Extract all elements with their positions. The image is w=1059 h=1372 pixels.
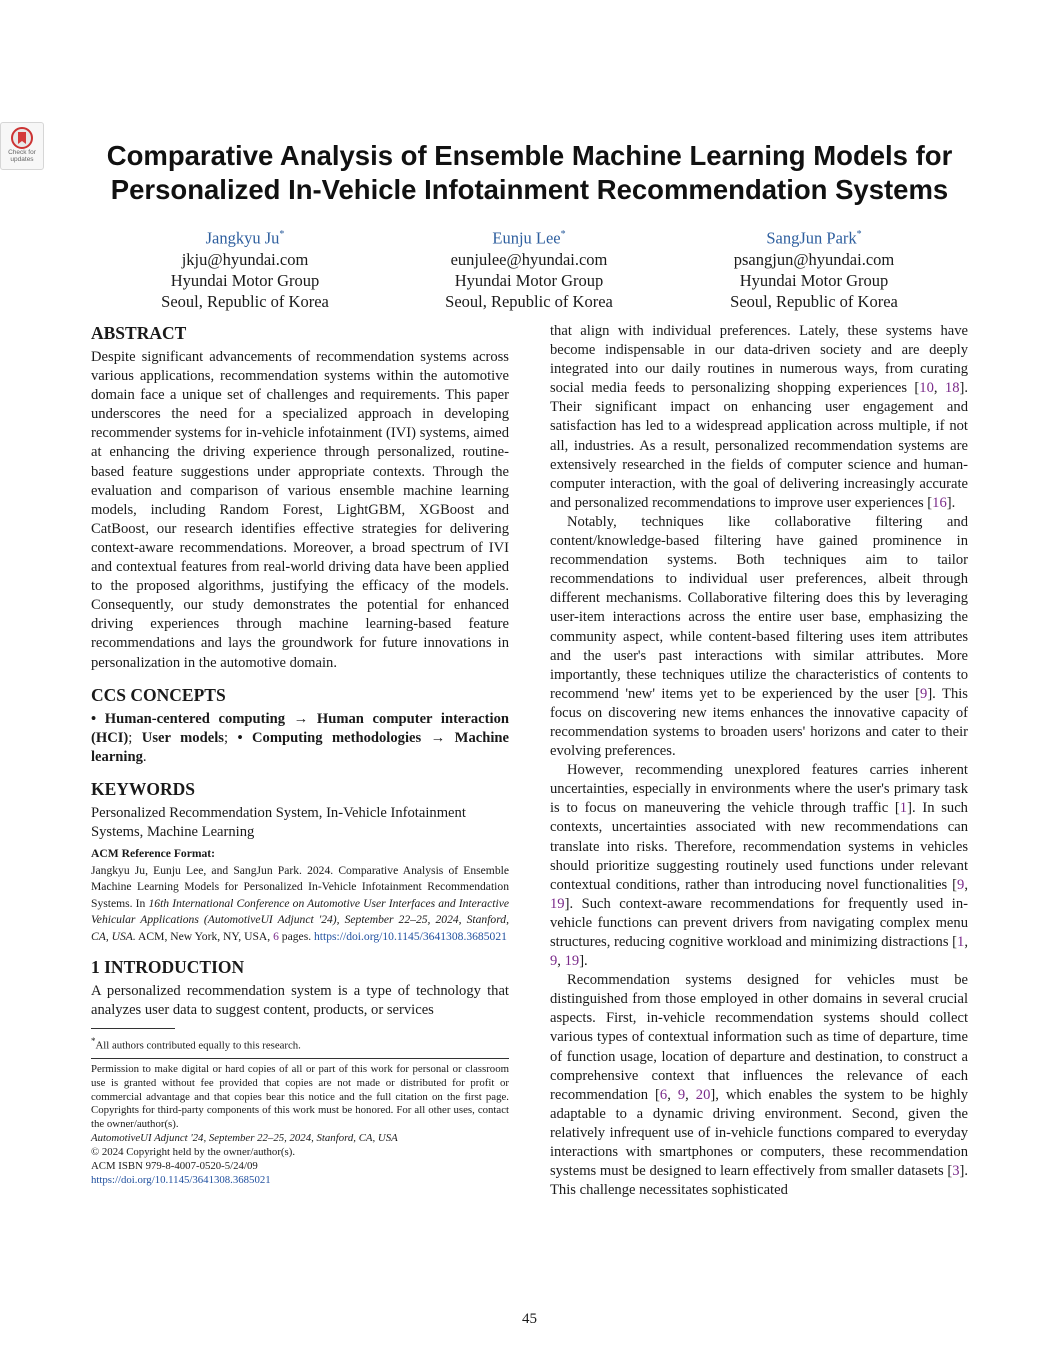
author-block-3 <box>664 224 964 312</box>
citation-link[interactable]: 19 <box>550 895 565 912</box>
right-column <box>550 322 968 1200</box>
author-email: jkju@hyundai.com <box>181 249 309 269</box>
citation-link[interactable]: 1 <box>899 800 908 817</box>
author-name[interactable]: Jangkyu Ju <box>205 228 280 248</box>
ccs-concepts: • Human-centered computing → Human computer interaction (HCI); User models; • Computing methodologies → Machine learning. <box>91 710 509 765</box>
copyright: © 2024 Copyright held by the owner/author(s). <box>91 1146 296 1159</box>
citation-link[interactable]: 3 <box>952 1163 960 1180</box>
author-block-2 <box>379 224 679 312</box>
pages-link[interactable]: 6 <box>273 929 279 943</box>
author-email: psangjun@hyundai.com <box>733 249 895 269</box>
title-line-1: Comparative Analysis of Ensemble Machine Learning Models for <box>106 140 953 171</box>
acm-ref-doi-link[interactable]: https://doi.org/10.1145/3641308.3685021 <box>314 929 507 943</box>
intro-paragraph-cont: that align with individual preferences. Lately, these systems have become indispensable in our data-driven society and are deeply integrated into our daily routines in numerous ways, from curating social media feeds to personalizing shopping experiences [10, 18]. Their significant impact on enhancing user engagement and satisfaction has led to a widespread application across multiple, if not all, industries. As a result, personalized recommendation systems are extensively researched in the fields of computer science and human-computer interaction, with the goal of delivering increasingly accurate and personalized recommendations to improve user experiences [16]. <box>550 323 968 511</box>
author-name[interactable]: Eunju Lee <box>492 228 561 248</box>
check-for-updates-icon <box>11 127 33 149</box>
citation-link[interactable]: 16 <box>932 494 947 511</box>
keywords-text: Personalized Recommendation System, In-Vehicle Infotainment Systems, Machine Learning <box>91 804 466 840</box>
permission-venue: AutomotiveUI Adjunct '24, September 22–25, 2024, Stanford, CA, USA <box>91 1132 398 1145</box>
intro-paragraph: A personalized recommendation system is a type of technology that analyzes user data to suggest content, products, or services <box>91 983 509 1019</box>
citation-link[interactable]: 9 <box>550 953 558 970</box>
footnote-rule <box>91 1028 175 1029</box>
citation-link[interactable]: 1 <box>957 934 965 950</box>
paper-title <box>40 139 1019 207</box>
author-org: Hyundai Motor Group <box>454 270 604 290</box>
author-location: Seoul, Republic of Korea <box>161 291 329 311</box>
isbn: ACM ISBN 979-8-4007-0520-5/24/09 <box>91 1160 258 1173</box>
acm-ref-heading: ACM Reference Format: <box>91 847 216 861</box>
citation-link[interactable]: 18 <box>944 380 960 397</box>
intro-paragraph-2: Notably, techniques like collaborative filtering and content/knowledge-based filtering have gained prominence in recommendation systems. Both techniques aim to tailor recommendations to individual user preferences, albeit through different mechanisms. Collaborative filtering does this by leveraging user-item interactions across the entire user base, emphasizing the community aspect, while content-based filtering uses item attributes and the user's past interactions with similar attributes. More importantly, these techniques utilize the characteristics of contents to recommend 'new' items yet to be experienced by the user [9]. This focus on discovering new items enhances the innovative capacity of recommendation systems to broaden users' horizons and cater to their evolving preferences. <box>550 513 968 760</box>
author-location: Seoul, Republic of Korea <box>445 291 613 311</box>
permission-doi-link[interactable]: https://doi.org/10.1145/3641308.3685021 <box>91 1174 271 1186</box>
ccs-heading: CCS CONCEPTS <box>91 684 226 705</box>
citation-link[interactable]: 9 <box>957 876 965 893</box>
author-location: Seoul, Republic of Korea <box>730 291 898 311</box>
abstract-text: Despite significant advancements of recommendation systems across various applications, recommendation systems within the automotive domain face a unique set of challenges and requirements. This paper underscores the need for a specialized approach in developing recommender systems for in-vehicle infotainment (IVI) systems, aimed at enhancing the driving experience through personalized, routine-based feature suggestions under appropriate contexts. Through the evaluation and comparison of various ensemble machine learning models, including Random Forest, LightGBM, XGBoost and CatBoost, our research identifies effective strategies for delivering context-aware recommendations. Moreover, a broad spectrum of IVI and contextual features from real-world driving data have been applied to the proposed algorithms, justifying the efficacy of the models. Consequently, our study demonstrates the potential for enhanced driving experiences through machine learning-based feature recommendations and lays the groundwork for future innovations in personalization in the automotive domain. <box>91 349 509 671</box>
intro-heading: 1 INTRODUCTION <box>91 957 245 978</box>
author-name[interactable]: SangJun Park <box>766 228 857 248</box>
intro-paragraph-3: However, recommending unexplored features carries inherent uncertainties, especially in environments where the user's primary task is to focus on maneuvering the vehicle through traffic [1]. In such contexts, uncertainties associated with new recommendations can translate into risks. Therefore, recommendation systems in vehicles should prioritize suggesting routinely used functions under relevant contextual conditions, rather than introducing novel functionalities [9, 19]. Such context-aware recommendations for frequently used in-vehicle functions can prevent drivers from navigating complex menu structures, reducing cognitive workload and minimizing distractions [1, 9, 19]. <box>550 762 968 970</box>
author-email: eunjulee@hyundai.com <box>450 249 608 269</box>
author-org: Hyundai Motor Group <box>739 270 889 290</box>
keywords-heading: KEYWORDS <box>91 778 196 799</box>
permission-notice: Permission to make digital or hard copies of all or part of this work for personal or classroom use is granted without fee provided that copies are not made or distributed for profit or commercial advantage and that copies bear this notice and the full citation on the first page. Copyrights for third-party components of this work must be honored. For all other uses, contact the owner/author(s). <box>91 1062 509 1131</box>
left-column <box>91 322 509 1188</box>
acm-ref-text: Jangkyu Ju, Eunju Lee, and SangJun Park. 2024. Comparative Analysis of Ensemble Machine Learning Models for Personalized In-Vehicle Infotainment Recommendation Systems. In 16th International Conference on Automotive User Interfaces and Interactive Vehicular Applications (AutomotiveUI Adjunct '24), September 22–25, 2024, Stanford, CA, USA. ACM, New York, NY, USA, 6 pages. https://doi.org/10.1145/3641308.3685021 <box>91 863 509 943</box>
title-line-2: Personalized In-Vehicle Infotainment Recommendation Systems <box>110 174 949 205</box>
citation-link[interactable]: 19 <box>564 953 580 970</box>
citation-link[interactable]: 20 <box>695 1086 711 1103</box>
author-mark: * <box>856 229 862 240</box>
badge-line-1: Check for <box>8 149 36 156</box>
citation-link[interactable]: 10 <box>919 380 934 397</box>
footnote: *All authors contributed equally to this research. <box>91 1036 301 1052</box>
author-block-1 <box>95 224 395 312</box>
author-mark: * <box>560 229 566 240</box>
intro-paragraph-4: Recommendation systems designed for vehicles must be distinguished from those employed in other domains in several crucial aspects. First, in-vehicle recommendation systems should collect various types of contextual information such as time of departure, time of function usage, location of departure and destination, to construct a comprehensive context that influences the relevance of each recommendation [6, 9, 20], which enables the system to be highly adaptable to a dynamic driving environment. Second, given the relatively infrequent use of in-vehicle functions compared to everyday interactions with smartphones or computers, these recommendation systems must be designed to learn effectively from smaller datasets [3]. This challenge necessitates sophisticated <box>550 972 969 1199</box>
abstract-heading: ABSTRACT <box>91 323 187 343</box>
author-mark: * <box>279 229 285 240</box>
citation-link[interactable]: 9 <box>677 1086 686 1103</box>
citation-link[interactable]: 9 <box>920 685 928 702</box>
author-org: Hyundai Motor Group <box>170 270 320 290</box>
page-number: 45 <box>522 1311 537 1327</box>
citation-link[interactable]: 6 <box>659 1086 668 1103</box>
badge-line-2: updates <box>10 156 34 163</box>
permission-rule <box>91 1058 509 1059</box>
check-for-updates-badge[interactable] <box>0 122 44 170</box>
